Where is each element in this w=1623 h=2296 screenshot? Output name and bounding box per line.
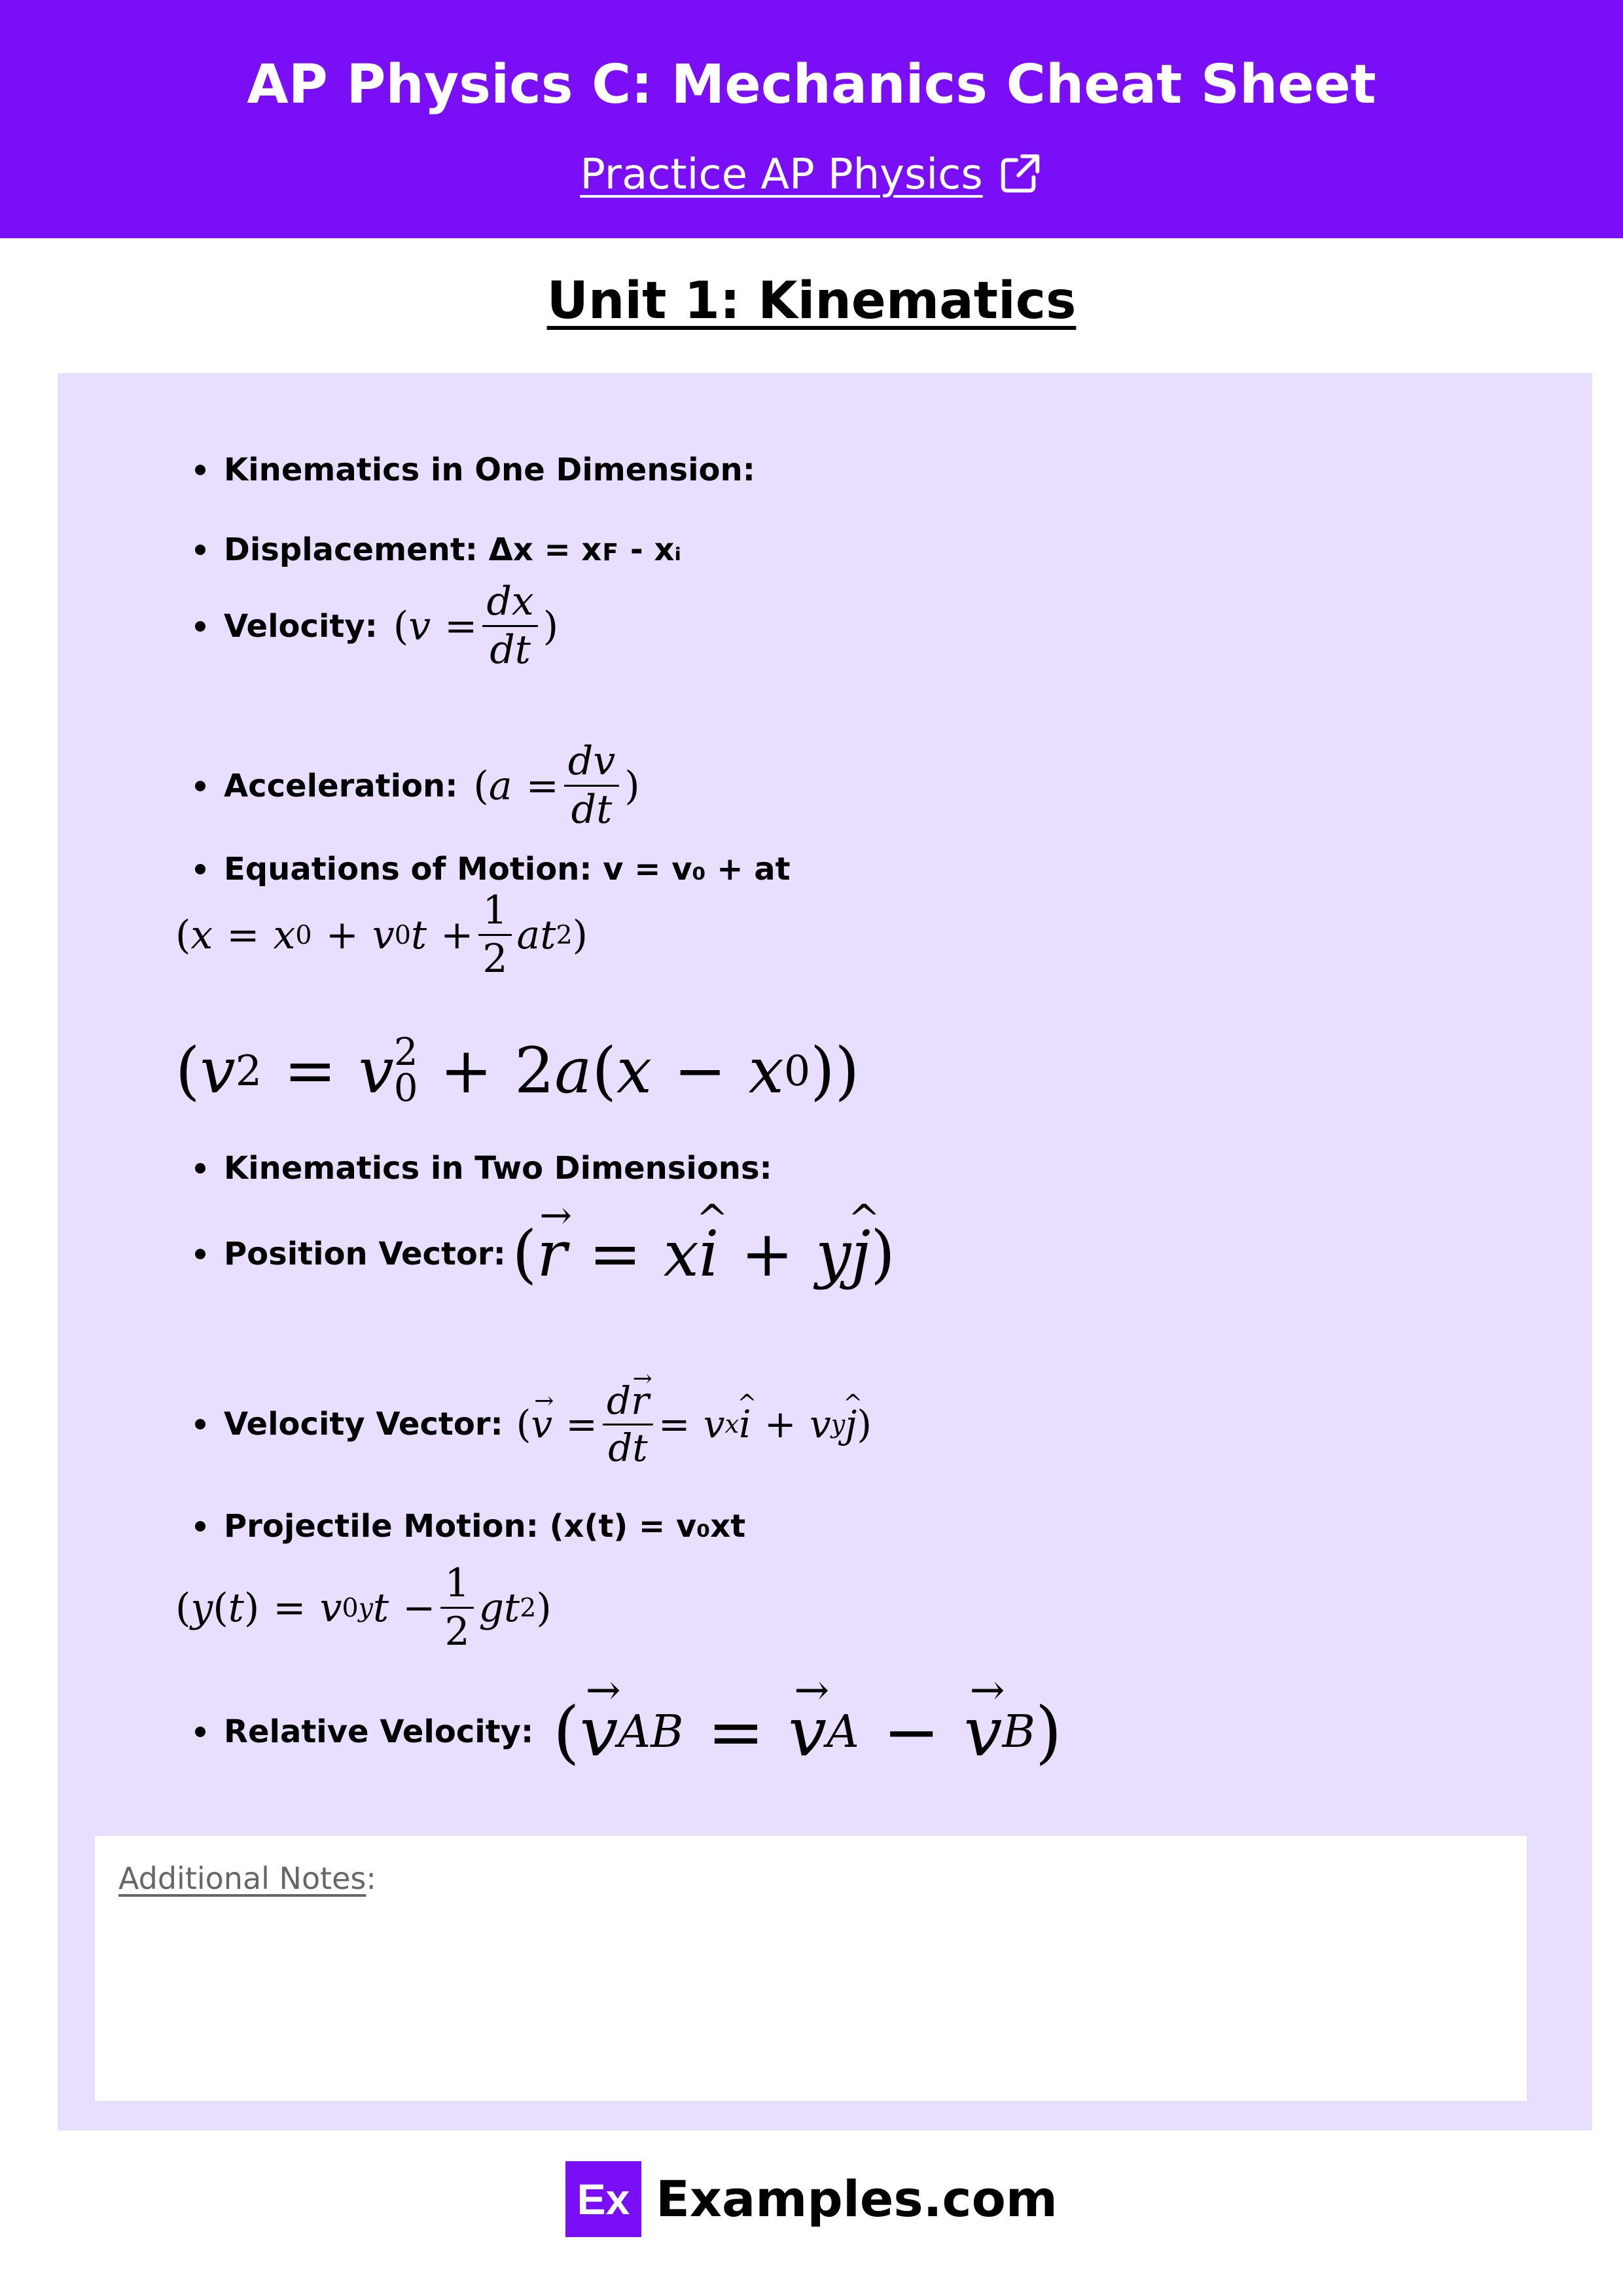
practice-link-row xyxy=(0,145,1623,204)
bullet xyxy=(195,1163,205,1174)
list-item xyxy=(195,581,558,671)
acceleration-formula: ( a = $\frac{dv}{dt}$ ) xyxy=(473,738,640,833)
external-link-icon[interactable] xyxy=(997,151,1043,196)
item-label: Projectile Motion: (x(t) = v₀xt xyxy=(224,1508,746,1545)
footer xyxy=(0,2161,1623,2237)
bullet xyxy=(195,545,205,555)
item-label: Displacement: Δx = xꜰ - xᵢ xyxy=(224,531,682,568)
list-item xyxy=(195,1507,745,1546)
bullet xyxy=(195,1521,205,1532)
additional-notes-box[interactable] xyxy=(95,1836,1527,2101)
item-label: Kinematics in One Dimension: xyxy=(224,452,755,488)
list-item xyxy=(195,1378,872,1470)
list-item xyxy=(195,850,791,889)
velocity-vector-formula: ( → v = $\frac{d\to r}{dt}$ = v x ^ i + v y ^ j ) xyxy=(516,1381,872,1468)
bullet xyxy=(195,1419,205,1429)
bullet xyxy=(195,864,205,874)
page-title: AP Physics C: Mechanics Cheat Sheet xyxy=(247,54,1376,116)
projectile-y-formula: ( y ( t ) = v 0y t − $\frac{1}{2}$ gt 2 ) xyxy=(175,1560,552,1655)
equation-of-motion-position: ( x = x 0 + v 0 t + $\frac{1}{2}$ at 2 ) xyxy=(175,888,588,982)
item-label: Velocity Vector: xyxy=(224,1406,503,1443)
additional-notes-label: Additional Notes: xyxy=(118,1861,376,1896)
bullet xyxy=(195,621,205,632)
item-label: Velocity: xyxy=(224,607,378,645)
item-label: Acceleration: xyxy=(224,767,458,804)
list-item xyxy=(195,450,755,490)
list-item xyxy=(195,1217,895,1291)
brand-name[interactable]: Examples.com xyxy=(656,2170,1058,2228)
item-label: Kinematics in Two Dimensions: xyxy=(224,1150,772,1187)
bullet xyxy=(195,1249,205,1259)
velocity-formula: ( v = $\frac{dx}{dt}$ ) xyxy=(393,579,559,673)
equation-of-motion-velocity-squared: ( v 2 = v 2 0 + 2 a ( x − x 0 )) xyxy=(175,1030,860,1110)
page-header xyxy=(0,0,1623,238)
examples-logo-icon[interactable]: Ex xyxy=(565,2161,641,2237)
bullet xyxy=(195,465,205,475)
unit-title: Unit 1: Kinematics xyxy=(546,272,1077,331)
position-vector-formula: ( → r = x ^ i + y ^ j ) xyxy=(512,1217,895,1291)
list-item xyxy=(195,1692,1061,1772)
relative-velocity-formula: ( → v AB = → v A − → v B ) xyxy=(553,1692,1061,1772)
bullet xyxy=(195,781,205,791)
bullet xyxy=(195,1727,205,1737)
list-item xyxy=(195,530,681,569)
list-item xyxy=(195,1149,772,1188)
item-label: Relative Velocity: xyxy=(224,1713,534,1750)
item-label: Equations of Motion: v = v₀ + at xyxy=(224,851,791,888)
item-label: Position Vector: xyxy=(224,1236,506,1272)
practice-link[interactable]: Practice AP Physics xyxy=(580,151,983,199)
list-item xyxy=(195,738,640,833)
